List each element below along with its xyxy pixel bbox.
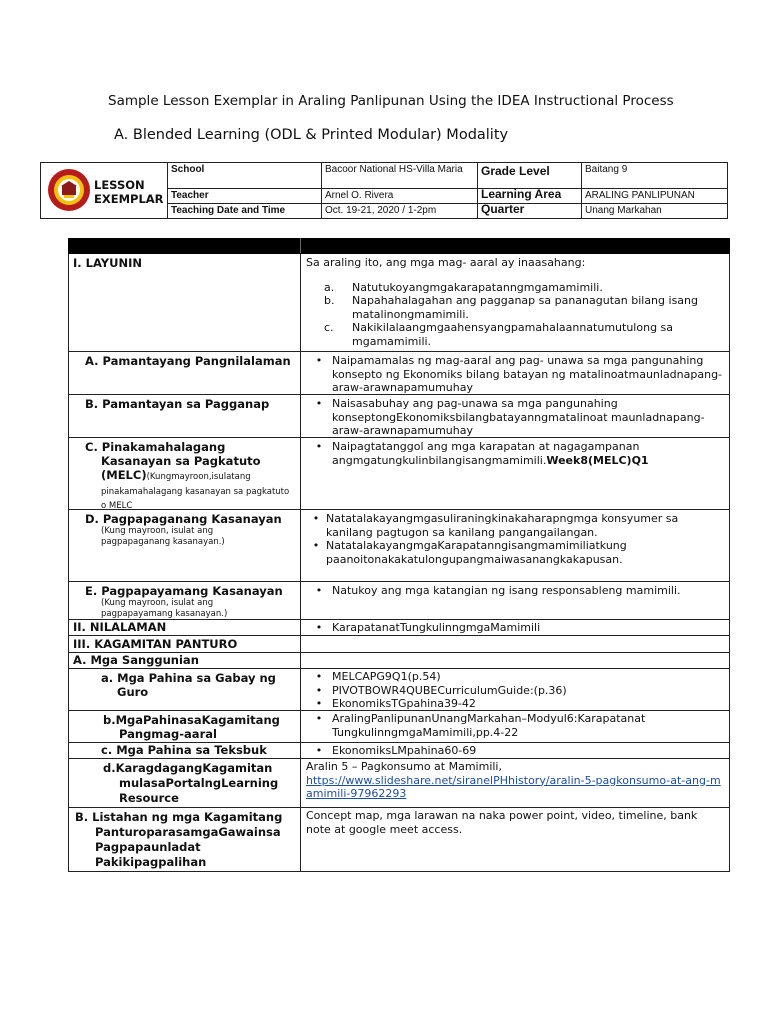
list-item <box>306 670 724 684</box>
list-item <box>306 397 724 438</box>
pagpapaganang-label-cell <box>69 510 301 581</box>
karagdagang-content <box>301 759 729 807</box>
list-item <box>306 321 724 348</box>
list-text: Napahahalagahan ang pagganap sa pananagutan bilang isang matalinongmamimili. <box>352 294 698 321</box>
list-text: Naipagtatanggol ang mga karapatan at nagagampanan angmgatungkulinbilangisangmamimili. <box>332 440 640 467</box>
gabay-content <box>301 669 729 710</box>
list-text: Natatalakayangmgasuliraningkinakaharapngmga konsyumer sa kanilang pagtugon sa kanilang pangangailangan. <box>326 512 679 539</box>
list-text: Natutukoyangmgakarapatanngmgamamimili. <box>352 280 603 294</box>
pagpapaganang-content <box>301 510 729 581</box>
melc-label-line: (MELC) <box>101 468 147 482</box>
table-row <box>68 653 730 669</box>
list-item <box>306 440 724 467</box>
kagamitan-label: III. KAGAMITAN PANTURO <box>69 636 301 652</box>
listahan-label-line: PanturoparasamgaGawainsa <box>95 825 281 839</box>
list-marker: b. <box>324 294 335 307</box>
quarter-label: Quarter <box>477 204 581 218</box>
table-row <box>68 620 730 636</box>
list-item <box>306 712 724 739</box>
pagpapaganang-note: (Kung mayroon, isulat ang pagpapaganang kasanayan.) <box>101 526 225 547</box>
gabay-label-line: a. Mga Pahina sa Gabay ng <box>101 671 276 685</box>
list-item <box>306 697 724 711</box>
bullet: • <box>315 440 323 453</box>
table-header-row <box>68 238 730 254</box>
karagdagang-label-line: mulasaPortalngLearning <box>119 776 279 790</box>
table-row <box>68 711 730 743</box>
list-item <box>306 294 724 321</box>
list-item <box>306 621 724 635</box>
listahan-label-line: Pakikipagpalihan <box>95 855 207 869</box>
karagdagang-label-line: d.KaragdagangKagamitan <box>103 761 273 775</box>
list-item <box>306 512 724 539</box>
quarter-value: Unang Markahan <box>581 204 727 218</box>
table-row <box>68 808 730 872</box>
teksbuk-content <box>301 743 729 758</box>
header-right-cell <box>301 238 729 253</box>
list-item <box>306 744 724 758</box>
karagdagang-label-cell <box>69 759 301 807</box>
kagamitang-label-cell <box>69 711 301 742</box>
gabay-label-cell <box>69 669 301 710</box>
layunin-intro: Sa araling ito, ang mga mag- aaral ay inaasahang: <box>306 256 586 269</box>
list-text: Naisasabuhay ang pag-unawa sa mga pangunahing konseptongEkonomiksbilangbatayanngmatalinoat maunladnapang-araw-arawnapamumuhay <box>332 397 705 437</box>
list-text: Natukoy ang mga katangian ng isang responsableng mamimili. <box>332 584 681 597</box>
school-value: Bacoor National HS-Villa Maria <box>321 163 477 189</box>
list-item <box>306 281 724 295</box>
table-row <box>68 510 730 582</box>
table-row <box>68 743 730 759</box>
melc-label-line: C. Pinakamahalagang <box>85 440 226 454</box>
list-text: MELCAPG9Q1(p.54) <box>332 670 441 683</box>
logo-cell <box>41 163 167 218</box>
deped-seal-icon <box>47 168 91 212</box>
teaching-date-value: Oct. 19-21, 2020 / 1-2pm <box>321 204 477 218</box>
listahan-label-line: Pagpapaunladat <box>95 840 201 854</box>
list-item <box>306 584 724 598</box>
header-left-cell <box>69 238 301 253</box>
teksbuk-label: c. Mga Pahina sa Teksbuk <box>69 743 301 758</box>
melc-label-cell <box>69 438 301 509</box>
pamantayang-label: A. Pamantayang Pangnilalaman <box>69 352 301 394</box>
melc-note: (Kungmayroon,isulatang pinakamahalagang kasanayan sa pagkatuto o MELC <box>101 472 290 511</box>
pagpapayamang-content <box>301 582 729 619</box>
table-row <box>68 438 730 510</box>
pamantayan-pagganap-content <box>301 395 729 437</box>
bullet: • <box>312 512 320 525</box>
bullet: • <box>315 584 323 597</box>
grade-level-label: Grade Level <box>477 163 581 189</box>
list-item <box>306 684 724 698</box>
list-text: KarapatanatTungkulinngmgaMamimili <box>332 621 541 634</box>
learning-area-label: Learning Area <box>477 189 581 204</box>
pagpapaganang-label: D. Pagpapaganang Kasanayan <box>85 512 282 526</box>
list-text: Naipamamalas ng mag-aaral ang pag- unawa sa mga pangunahing konsepto ng Ekonomiks bilang batayan ng matalinoatmaunladnapang-araw-arawnapamumuhay <box>332 354 723 394</box>
list-item <box>306 539 724 566</box>
pagpapayamang-label: E. Pagpapayamang Kasanayan <box>85 584 283 598</box>
list-marker: a. <box>324 280 335 294</box>
lesson-plan-table <box>68 238 730 872</box>
pagpapayamang-note: (Kung mayroon, isulat ang pagpapayamang kasanayan.) <box>101 598 228 619</box>
list-text: Nakikilalaangmgaahensyangpamahalaannatumutulong sa mgamamimili. <box>352 321 674 348</box>
list-text: PIVOTBOWR4QUBECurriculumGuide:(p.36) <box>332 683 567 697</box>
teacher-value: Arnel O. Rivera <box>321 189 477 204</box>
learning-area-value: ARALING PANLIPUNAN <box>581 189 727 204</box>
kagamitang-label-line: Pangmag-aaral <box>119 727 217 741</box>
pagpapayamang-label-cell <box>69 582 301 619</box>
layunin-label: I. LAYUNIN <box>69 254 301 351</box>
listahan-content <box>301 808 729 871</box>
listahan-label-line: B. Listahan ng mga Kagamitang <box>75 810 283 824</box>
list-text: AralingPanlipunanUnangMarkahan–Modyul6:Karapatanat TungkulinngmgaMamimili,pp.4-22 <box>332 712 646 739</box>
bullet: • <box>315 697 323 710</box>
table-row <box>68 636 730 653</box>
bullet: • <box>315 683 323 697</box>
listahan-label-cell <box>69 808 301 871</box>
document-subtitle: A. Blended Learning (ODL & Printed Modular) Modality <box>114 127 509 143</box>
teacher-label: Teacher <box>167 189 321 204</box>
table-row <box>68 759 730 808</box>
table-row <box>68 669 730 711</box>
bullet: • <box>315 712 323 725</box>
melc-code: Week8(MELC)Q1 <box>546 453 649 467</box>
table-row <box>68 395 730 438</box>
table-row <box>68 352 730 395</box>
list-marker: c. <box>324 321 334 334</box>
document-title: Sample Lesson Exemplar in Araling Panlipunan Using the IDEA Instructional Process <box>108 93 674 109</box>
pamantayang-content <box>301 352 729 394</box>
listahan-text: Concept map, mga larawan na naka power point, video, timeline, bank note at google meet access. <box>306 809 698 836</box>
pamantayan-pagganap-label: B. Pamantayan sa Pagganap <box>69 395 301 437</box>
table-row <box>68 254 730 352</box>
lesson-header-table <box>40 162 728 219</box>
bullet: • <box>315 354 323 367</box>
kagamitan-content <box>301 636 729 652</box>
nilalaman-content <box>301 620 729 635</box>
sanggunian-content <box>301 653 729 668</box>
table-row <box>68 582 730 620</box>
bullet: • <box>315 744 323 757</box>
slideshare-link[interactable]: https://www.slideshare.net/siranelPHhistory/aralin-5-pagkonsumo-at-ang-mamimili-97962293 <box>306 773 721 800</box>
melc-label-line: Kasanayan sa Pagkatuto <box>101 454 261 468</box>
school-label: School <box>167 163 321 189</box>
melc-content <box>301 438 729 509</box>
sanggunian-label: A. Mga Sanggunian <box>69 653 301 668</box>
teaching-date-label: Teaching Date and Time <box>167 204 321 218</box>
karagdagang-text: Aralin 5 – Pagkonsumo at Mamimili, <box>306 760 502 773</box>
list-text: EkonomiksLMpahina60-69 <box>332 744 477 757</box>
bullet: • <box>315 397 323 410</box>
bullet: • <box>315 621 323 634</box>
layunin-content <box>301 254 729 351</box>
kagamitang-label-line: b.MgaPahinasaKagamitang <box>103 713 280 727</box>
lesson-exemplar-label: LESSON EXEMPLAR <box>94 178 164 206</box>
bullet: • <box>315 670 323 683</box>
gabay-label-line: Guro <box>117 685 149 699</box>
list-text: EkonomiksTGpahina39-42 <box>332 697 476 710</box>
grade-level-value: Baitang 9 <box>581 163 727 189</box>
nilalaman-label: II. NILALAMAN <box>69 620 301 635</box>
list-item <box>306 354 724 395</box>
header-grid <box>167 163 727 218</box>
karagdagang-label-line: Resource <box>119 791 179 805</box>
bullet: • <box>312 539 320 552</box>
list-text: NatatalakayangmgaKarapatanngisangmamimiliatkung paanoitonakakatulongupangmaiwasanangkakapusan. <box>326 539 627 566</box>
kagamitang-content <box>301 711 729 742</box>
